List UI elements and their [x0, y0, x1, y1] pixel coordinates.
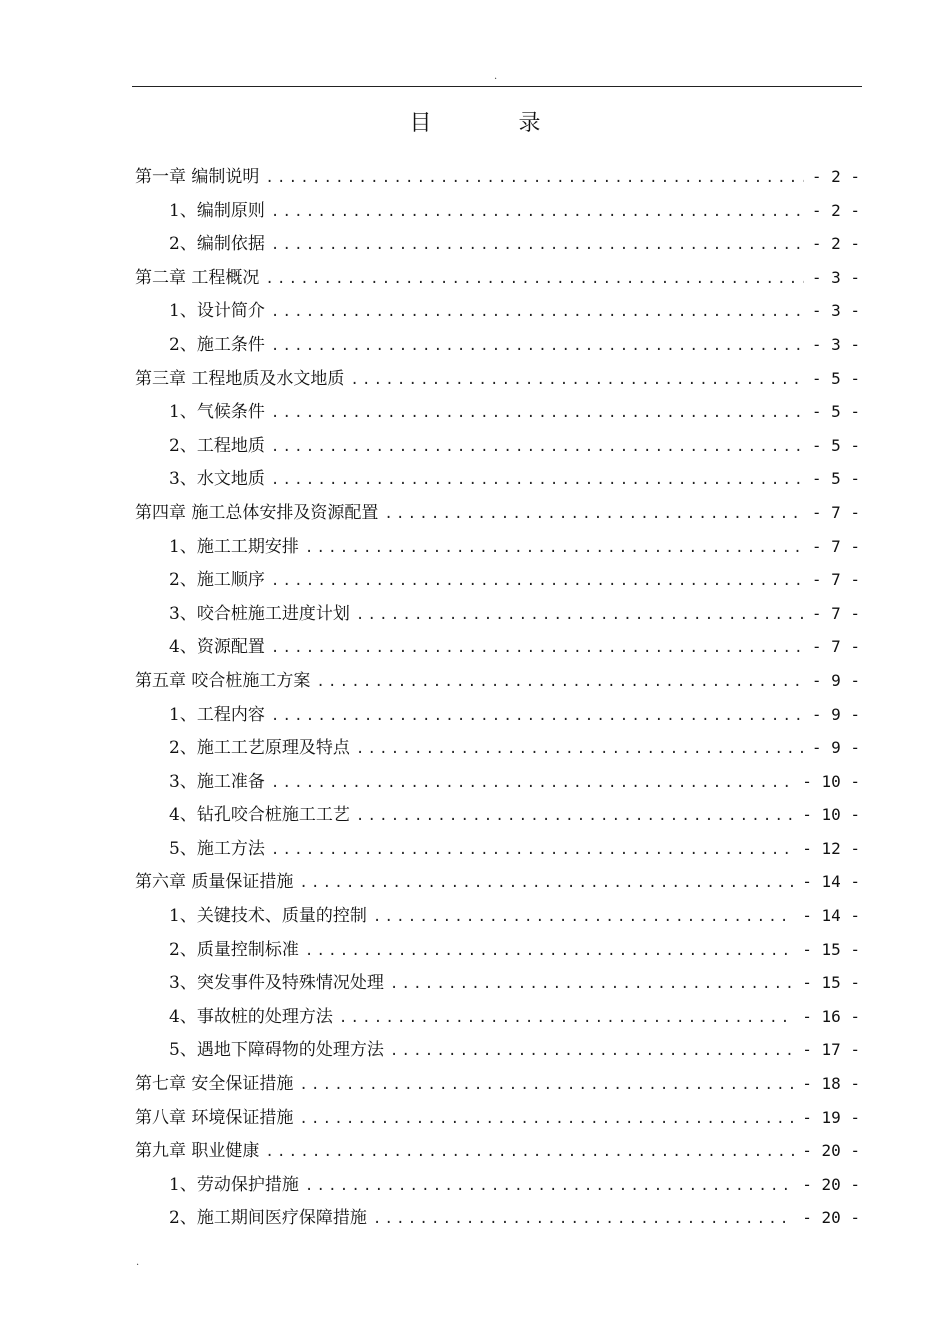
toc-dot-leader — [271, 700, 804, 734]
toc-dot-leader — [271, 431, 804, 465]
toc-chapter-entry[interactable] — [135, 1134, 860, 1168]
toc-entry-label: 5、遇地下障碍物的处理方法 — [169, 1040, 384, 1061]
toc-entry-label: 1、施工工期安排 — [169, 536, 299, 557]
toc-entry-page-number: - 10 - — [802, 771, 860, 791]
toc-dot-leader — [339, 1002, 794, 1036]
toc-dot-leader — [265, 263, 803, 297]
footer-mark: . — [136, 1257, 140, 1268]
toc-dot-leader — [271, 632, 804, 666]
toc-entry-label: 第五章 咬合桩施工方案 — [135, 670, 311, 691]
toc-dot-leader — [271, 397, 804, 431]
toc-entry-page-number: - 2 - — [811, 234, 860, 254]
toc-entry-label: 1、气候条件 — [169, 402, 265, 423]
toc-entry-label: 3、咬合桩施工进度计划 — [169, 603, 350, 624]
toc-dot-leader — [356, 800, 794, 834]
toc-entry-label: 2、质量控制标准 — [169, 939, 299, 960]
toc-dot-leader — [350, 364, 803, 398]
toc-entry-label: 4、事故桩的处理方法 — [169, 1006, 333, 1027]
toc-dot-leader — [373, 901, 794, 935]
toc-section-entry[interactable] — [135, 731, 860, 765]
toc-entry-page-number: - 2 - — [811, 200, 860, 220]
toc-section-entry[interactable] — [135, 294, 860, 328]
toc-section-entry[interactable] — [135, 328, 860, 362]
toc-entry-label: 第九章 职业健康 — [135, 1141, 260, 1162]
toc-section-entry[interactable] — [135, 227, 860, 261]
toc-dot-leader — [271, 296, 804, 330]
toc-entry-label: 1、编制原则 — [169, 200, 265, 221]
toc-entry-label: 2、施工工艺原理及特点 — [169, 738, 350, 759]
toc-entry-page-number: - 14 - — [802, 906, 860, 926]
toc-list — [135, 160, 860, 1235]
toc-dot-leader — [265, 162, 803, 196]
toc-entry-label: 3、施工准备 — [169, 771, 265, 792]
toc-dot-leader — [271, 330, 804, 364]
toc-entry-page-number: - 20 - — [802, 1208, 860, 1228]
toc-entry-label: 1、关键技术、质量的控制 — [169, 906, 367, 927]
toc-section-entry[interactable] — [135, 429, 860, 463]
toc-chapter-entry[interactable] — [135, 496, 860, 530]
toc-entry-page-number: - 5 - — [811, 402, 860, 422]
toc-dot-leader — [271, 565, 804, 599]
toc-section-entry[interactable] — [135, 1168, 860, 1202]
toc-entry-label: 2、施工条件 — [169, 334, 265, 355]
toc-entry-page-number: - 14 - — [802, 872, 860, 892]
toc-section-entry[interactable] — [135, 530, 860, 564]
toc-entry-page-number: - 9 - — [811, 738, 860, 758]
toc-section-entry[interactable] — [135, 597, 860, 631]
toc-entry-label: 1、工程内容 — [169, 704, 265, 725]
toc-section-entry[interactable] — [135, 933, 860, 967]
toc-title: 目 录 — [409, 111, 581, 136]
toc-entry-page-number: - 2 - — [811, 167, 860, 186]
toc-entry-page-number: - 18 - — [802, 1074, 860, 1094]
toc-entry-page-number: - 19 - — [802, 1107, 860, 1127]
toc-entry-label: 2、编制依据 — [169, 234, 265, 255]
header-rule — [132, 86, 862, 87]
toc-entry-page-number: - 3 - — [811, 334, 860, 354]
toc-section-entry[interactable] — [135, 1033, 860, 1067]
toc-dot-leader — [316, 666, 803, 700]
toc-dot-leader — [271, 767, 794, 801]
toc-section-entry[interactable] — [135, 765, 860, 799]
toc-chapter-entry[interactable] — [135, 362, 860, 396]
toc-entry-page-number: - 17 - — [802, 1040, 860, 1060]
toc-dot-leader — [305, 1170, 794, 1204]
toc-dot-leader — [299, 1069, 794, 1103]
toc-chapter-entry[interactable] — [135, 261, 860, 295]
toc-section-entry[interactable] — [135, 1000, 860, 1034]
toc-dot-leader — [356, 733, 804, 767]
toc-section-entry[interactable] — [135, 395, 860, 429]
toc-dot-leader — [271, 464, 804, 498]
toc-entry-page-number: - 5 - — [811, 368, 860, 388]
toc-entry-label: 第二章 工程概况 — [135, 267, 260, 288]
toc-entry-label: 第七章 安全保证措施 — [135, 1074, 294, 1095]
toc-chapter-entry[interactable] — [135, 1101, 860, 1135]
toc-section-entry[interactable] — [135, 832, 860, 866]
toc-entry-label: 4、资源配置 — [169, 637, 265, 658]
toc-entry-label: 1、设计简介 — [169, 301, 265, 322]
toc-section-entry[interactable] — [135, 630, 860, 664]
toc-entry-label: 第六章 质量保证措施 — [135, 872, 294, 893]
toc-chapter-entry[interactable] — [135, 664, 860, 698]
toc-entry-page-number: - 7 - — [811, 502, 860, 522]
toc-chapter-entry[interactable] — [135, 865, 860, 899]
toc-dot-leader — [305, 935, 794, 969]
toc-entry-label: 5、施工方法 — [169, 838, 265, 859]
toc-dot-leader — [373, 1203, 794, 1237]
toc-dot-leader — [299, 1103, 794, 1137]
toc-chapter-entry[interactable] — [135, 160, 860, 194]
toc-entry-page-number: - 12 - — [802, 838, 860, 858]
toc-section-entry[interactable] — [135, 698, 860, 732]
toc-dot-leader — [390, 968, 794, 1002]
toc-entry-page-number: - 15 - — [802, 939, 860, 959]
toc-entry-page-number: - 7 - — [811, 536, 860, 556]
toc-section-entry[interactable] — [135, 966, 860, 1000]
toc-entry-page-number: - 3 - — [811, 301, 860, 321]
toc-entry-page-number: - 20 - — [802, 1174, 860, 1194]
toc-entry-page-number: - 15 - — [802, 973, 860, 993]
toc-dot-leader — [265, 1136, 794, 1170]
toc-entry-page-number: - 5 - — [811, 435, 860, 455]
toc-entry-label: 3、突发事件及特殊情况处理 — [169, 973, 384, 994]
toc-entry-label: 1、劳动保护措施 — [169, 1174, 299, 1195]
toc-entry-label: 4、钻孔咬合桩施工工艺 — [169, 805, 350, 826]
toc-entry-page-number: - 9 - — [811, 704, 860, 724]
toc-entry-page-number: - 7 - — [811, 603, 860, 623]
toc-chapter-entry[interactable] — [135, 1067, 860, 1101]
toc-entry-page-number: - 5 - — [811, 469, 860, 489]
toc-section-entry[interactable] — [135, 462, 860, 496]
toc-entry-label: 第一章 编制说明 — [135, 167, 260, 187]
toc-entry-label: 2、施工顺序 — [169, 570, 265, 591]
toc-section-entry[interactable] — [135, 1201, 860, 1235]
toc-section-entry[interactable] — [135, 194, 860, 228]
toc-dot-leader — [271, 196, 804, 230]
toc-section-entry[interactable] — [135, 563, 860, 597]
toc-dot-leader — [271, 834, 794, 868]
toc-dot-leader — [390, 1035, 794, 1069]
toc-entry-page-number: - 7 - — [811, 570, 860, 590]
toc-entry-page-number: - 16 - — [802, 1006, 860, 1026]
toc-entry-page-number: - 10 - — [802, 805, 860, 825]
toc-dot-leader — [299, 867, 794, 901]
toc-entry-page-number: - 9 - — [811, 670, 860, 690]
toc-entry-page-number: - 7 - — [811, 637, 860, 657]
toc-dot-leader — [384, 498, 803, 532]
toc-entry-label: 3、水文地质 — [169, 469, 265, 490]
toc-section-entry[interactable] — [135, 899, 860, 933]
toc-dot-leader — [271, 229, 804, 263]
toc-entry-label: 第四章 施工总体安排及资源配置 — [135, 502, 379, 523]
header-mark: . — [494, 71, 498, 82]
toc-entry-label: 第八章 环境保证措施 — [135, 1107, 294, 1128]
toc-entry-label: 2、工程地质 — [169, 435, 265, 456]
toc-dot-leader — [305, 532, 804, 566]
toc-entry-page-number: - 3 - — [811, 267, 860, 287]
toc-section-entry[interactable] — [135, 798, 860, 832]
toc-entry-page-number: - 20 - — [802, 1141, 860, 1161]
toc-entry-label: 第三章 工程地质及水文地质 — [135, 368, 345, 389]
toc-entry-label: 2、施工期间医疗保障措施 — [169, 1208, 367, 1229]
toc-dot-leader — [356, 599, 804, 633]
